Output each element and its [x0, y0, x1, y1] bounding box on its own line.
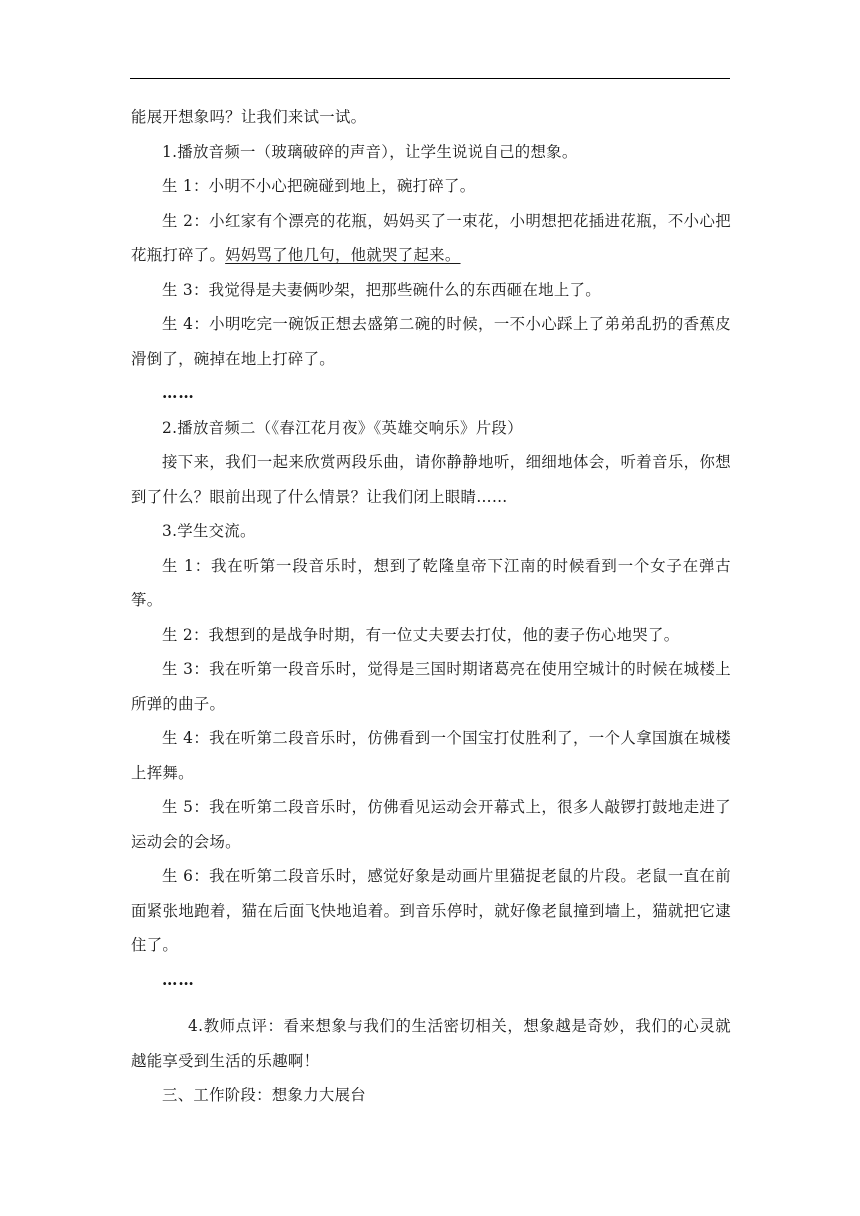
paragraph-student-3: 生 3：我觉得是夫妻俩吵架，把那些碗什么的东西砸在地上了。 [162, 280, 601, 299]
paragraph-student-4: 生 4：小明吃完一碗饭正想去盛第二碗的时候，一不小心踩上了弟弟乱扔的香蕉皮滑倒了，碗掉在地上打碎了。 [131, 315, 731, 368]
paragraph-intro-music: 接下来，我们一起来欣赏两段乐曲，请你静静地听，细细地体会，听着音乐，你想到了什么？眼前出现了什么情景？让我们闭上眼睛…… [131, 453, 731, 506]
underlined-text: 妈妈骂了他几句，他就哭了起来。 [225, 246, 461, 264]
spacer [131, 997, 731, 1009]
paragraph-music-student-3: 生 3：我在听第一段音乐时，觉得是三国时期诸葛亮在使用空城计的时候在城楼上所弹的曲子。 [131, 660, 731, 713]
paragraph-student-1: 生 1：小明不小心把碗碰到地上，碗打碎了。 [162, 177, 476, 195]
ellipsis-2: …… [162, 970, 195, 989]
paragraph-music-student-1: 生 1：我在听第一段音乐时，想到了乾隆皇帝下江南的时候看到一个女子在弹古筝。 [131, 556, 731, 609]
document-body [131, 100, 731, 1113]
paragraph-step-3: 3.学生交流。 [162, 522, 256, 540]
student-2-text: 生 2：小红家有个漂亮的花瓶，妈妈买了一束花，小明想把花插进花瓶，不小心把花瓶打碎了。 [131, 211, 731, 264]
paragraph-music-student-2: 生 2：我想到的是战争时期，有一位丈夫要去打仗，他的妻子伤心地哭了。 [162, 625, 680, 644]
paragraph-student-2 [131, 204, 731, 273]
paragraph-music-student-5: 生 5：我在听第二段音乐时，仿佛看见运动会开幕式上，很多人敲锣打鼓地走进了运动会的会场。 [131, 798, 731, 851]
section-heading-stage-3: 三、工作阶段：想象力大展台 [162, 1086, 366, 1104]
paragraph-music-student-4: 生 4：我在听第二段音乐时，仿佛看到一个国宝打仗胜利了，一个人拿国旗在城楼上挥舞。 [131, 729, 731, 782]
paragraph-continuation: 能展开想象吗？让我们来试一试。 [131, 108, 367, 126]
paragraph-music-student-6: 生 6：我在听第二段音乐时，感觉好象是动画片里猫捉老鼠的片段。老鼠一直在前面紧张地跑着，猫在后面飞快地追着。到音乐停时，就好像老鼠撞到墙上，猫就把它逮住了。 [131, 867, 731, 954]
paragraph-step-1: 1.播放音频一（玻璃破碎的声音），让学生说说自己的想象。 [162, 142, 578, 161]
header-rule [130, 78, 730, 79]
ellipsis-1: …… [162, 384, 195, 402]
paragraph-teacher-comment: 4.教师点评：看来想象与我们的生活密切相关，想象越是奇妙，我们的心灵就越能享受到生活的乐趣啊！ [131, 1017, 731, 1070]
paragraph-step-2: 2.播放音频二（《春江花月夜》《英雄交响乐》片段） [162, 418, 523, 437]
